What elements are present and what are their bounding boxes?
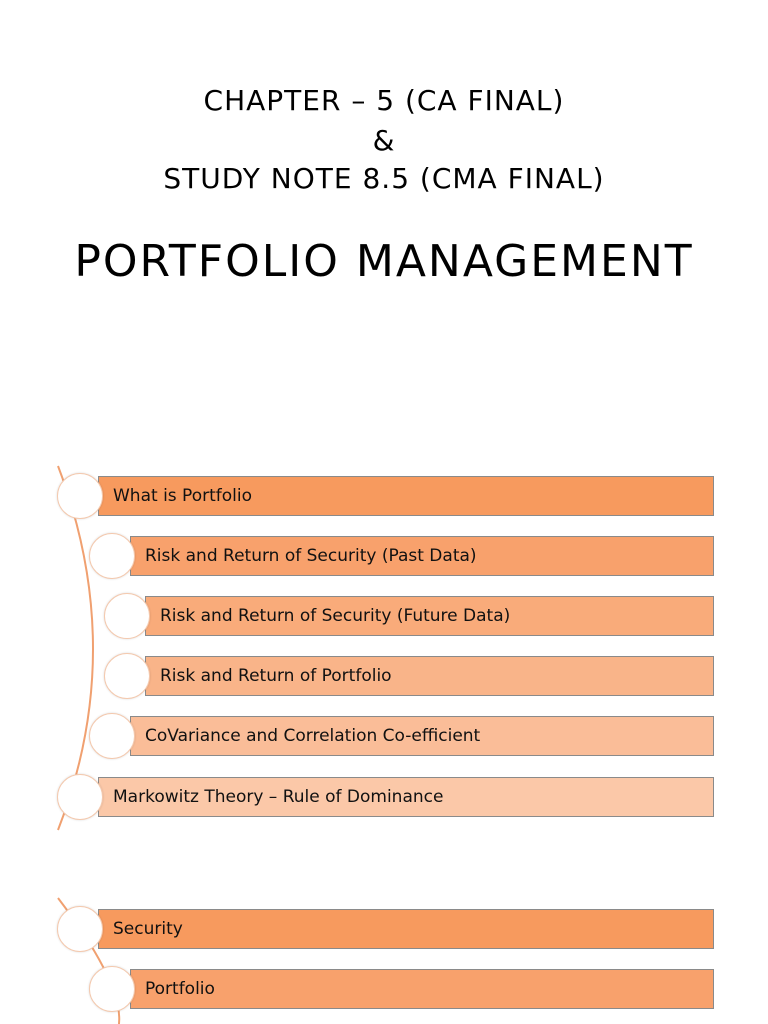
topic-bar — [98, 909, 714, 949]
topic-label: Risk and Return of Portfolio — [160, 666, 392, 686]
topic-label: Portfolio — [145, 979, 215, 999]
topic-label: CoVariance and Correlation Co-efficient — [145, 726, 481, 746]
topic-bar — [130, 969, 714, 1009]
study-note-heading: STUDY NOTE 8.5 (CMA FINAL) — [163, 162, 605, 195]
list-item — [0, 969, 714, 1009]
bullet-circle — [89, 966, 135, 1012]
ampersand-heading: & — [372, 124, 396, 157]
page-title: PORTFOLIO MANAGEMENT — [74, 236, 694, 287]
topic-label: Risk and Return of Security (Future Data) — [160, 606, 511, 626]
bullet-circle — [57, 906, 103, 952]
chapter-heading: CHAPTER – 5 (CA FINAL) — [203, 84, 565, 117]
topic-label: Risk and Return of Security (Past Data) — [145, 546, 477, 566]
topic-label: Markowitz Theory – Rule of Dominance — [113, 787, 444, 807]
list-item — [0, 909, 714, 949]
topic-label: Security — [113, 919, 183, 939]
topic-label: What is Portfolio — [113, 486, 252, 506]
